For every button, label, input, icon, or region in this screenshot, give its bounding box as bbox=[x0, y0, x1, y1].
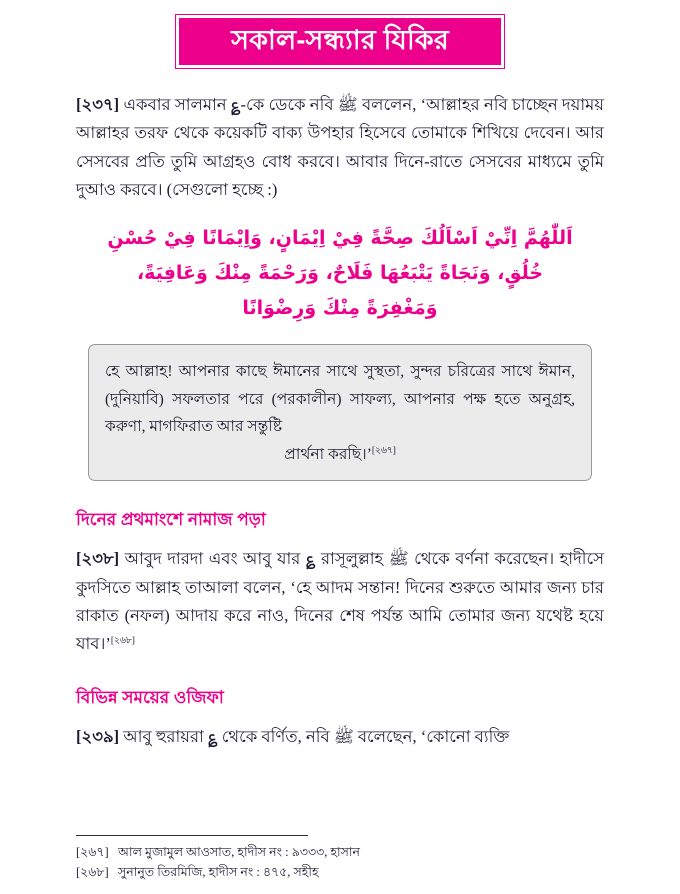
translation-footnote-marker: [২৬৭] bbox=[371, 445, 396, 456]
hadith-footnote-marker-238: [২৬৮] bbox=[110, 636, 135, 647]
hadith-text-237: একবার সালমান ؏-কে ডেকে নবি ﷺ বললেন, ‘আল্লাহর নবি চাচ্ছেন দয়াময় আল্লাহর তরফ থেকে কয়েকটি বাক্য উপহার হিসেবে তোমাকে শিখিয়ে দেবেন। আর সেসবের প্রতি তুমি আগ্রহও বোধ করবে। আবার দিনে-রাতে সেসবের মাধ্যমে তুমি দুআও করবে। (সেগুলো হচ্ছে :) bbox=[76, 95, 604, 200]
translation-box bbox=[88, 344, 592, 481]
translation-last-line bbox=[105, 441, 575, 469]
footnote-text-267: আল মুজামুল আওসাত, হাদীস নং : ৯৩৩৩, হাসান bbox=[118, 844, 361, 859]
page-title: সকাল-সন্ধ্যার যিকির bbox=[231, 25, 449, 55]
hadith-text-239: আবু হুরায়রা ؏ থেকে বর্ণিত, নবি ﷺ বলেছেন, ‘কোনো ব্যক্তি bbox=[119, 726, 510, 746]
section-heading-morning-prayer: দিনের প্রথমাংশে নামাজ পড়া bbox=[76, 510, 266, 530]
arabic-line-2: خُلُقٍ، وَنَجَاةً يَتْبَعُهَا فَلَاحٌ، وَرَحْمَةً مِنْكَ وَعَافِيَةً، bbox=[136, 261, 544, 284]
hadith-text-238: আবুদ দারদা এবং আবু যার ؏ রাসূলুল্লাহ ﷺ থেকে বর্ণনা করেছেন। হাদীসে কুদসিতে আল্লাহ তাআলা বলেন, ‘হে আদম সন্তান! দিনের শুরুতে আমার জন্য চার রাকাত (নফল) আদায় করে নাও, দিনের শেষ পর্যন্ত আমি তোমার জন্য যথেষ্ট হয়ে যাব।’ bbox=[76, 549, 604, 654]
arabic-line-1: اَللّٰهُمَّ اِنِّيْ اَسْاَلُكَ صِحَّةً فِيْ اِيْمَانٍ، وَاِيْمَانًا فِيْ حُسْنِ bbox=[107, 226, 573, 249]
hadith-number-238: [২৩৮] bbox=[76, 549, 120, 569]
hadith-paragraph-238 bbox=[76, 545, 604, 659]
title-banner bbox=[175, 14, 505, 69]
footnote-text-268: সুনানুত তিরমিজি, হাদীস নং : ৪৭৫, সহীহ bbox=[118, 864, 319, 879]
footnote-number-267: [২৬৭] bbox=[76, 844, 109, 859]
hadith-paragraph-239 bbox=[76, 723, 604, 751]
hadith-number-239: [২৩৯] bbox=[76, 726, 120, 746]
footnote-separator-rule bbox=[76, 835, 308, 836]
hadith-number-237: [২৩৭] bbox=[76, 95, 120, 115]
footnotes-area bbox=[0, 835, 680, 894]
footnote-number-268: [২৬৮] bbox=[76, 864, 109, 879]
hadith-paragraph-237 bbox=[76, 91, 604, 205]
footnote-item-267 bbox=[76, 842, 604, 862]
arabic-dua bbox=[76, 221, 604, 326]
section-heading-various-times-wazifa: বিভিন্ন সময়ের ওজিফা bbox=[76, 687, 224, 707]
arabic-line-3: وَمَغْفِرَةً مِنْكَ وَرِضْوَانًا bbox=[242, 296, 438, 319]
footnote-item-268 bbox=[76, 862, 604, 882]
content-column bbox=[0, 69, 680, 834]
translation-body: হে আল্লাহ! আপনার কাছে ঈমানের সাথে সুস্থতা, সুন্দর চরিত্রের সাথে ঈমান, (দুনিয়াবি) সফলতার পরে (পরকালীন) সাফল্য, আপনার পক্ষ হতে অনুগ্রহ, করুণা, মাগফিরাত আর সন্তুষ্টি bbox=[105, 362, 575, 436]
title-banner-fill bbox=[179, 18, 501, 65]
translation-last-text: প্রার্থনা করছি।’ bbox=[284, 445, 372, 463]
translation-text bbox=[105, 358, 575, 468]
